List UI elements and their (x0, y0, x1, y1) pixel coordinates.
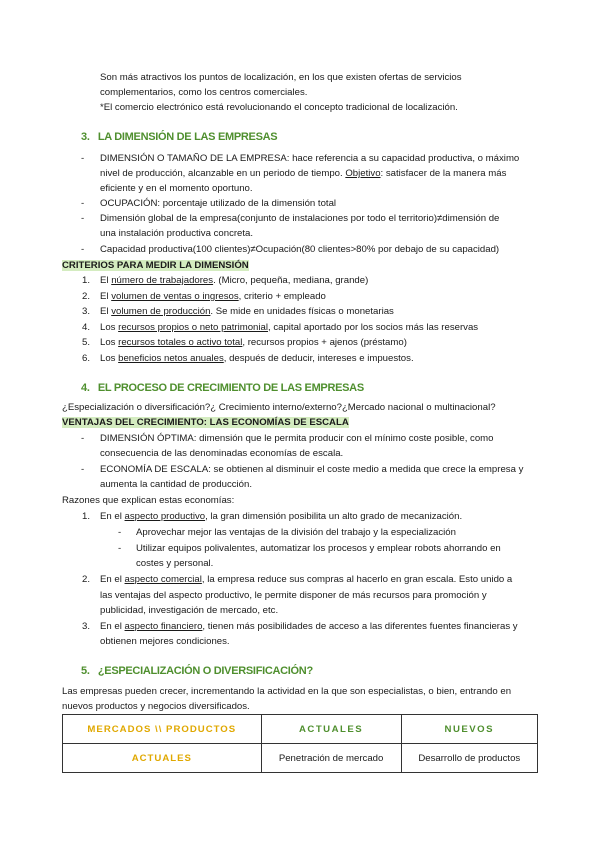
bullet-dash: - (81, 153, 85, 164)
sub-item: costes y personal. (136, 558, 214, 569)
bullet-text: OCUPACIÓN: porcentaje utilizado de la dimensión total (100, 198, 337, 209)
bullet-dash: - (81, 244, 85, 255)
bullet-text: nivel de producción, alcanzable en un periodo de tiempo. Objetivo: satisfacer de la manera más (100, 168, 507, 179)
list-number: 3. (82, 306, 91, 317)
list-number: 1. (82, 511, 91, 522)
bullet-text: eficiente y en el momento oportuno. (100, 183, 253, 194)
section-number: 3. (81, 131, 90, 143)
objective-term: Objetivo (345, 168, 381, 179)
bullet-text: ECONOMÍA DE ESCALA: se obtienen al disminuir el coste medio a medida que crece la empresa y (100, 464, 524, 475)
list-number: 1. (82, 275, 91, 286)
section-number: 5. (81, 665, 90, 677)
table-header-cell: NUEVOS (401, 715, 537, 744)
sub-item: Utilizar equipos polivalentes, automatizar los procesos y emplear robots ahorrando en (136, 543, 501, 554)
bullet-dash: - (81, 213, 85, 224)
intro-line: Son más atractivos los puntos de localización, en los que existen ofertas de servicios (100, 72, 462, 83)
bullet-text: DIMENSIÓN ÓPTIMA: dimensión que le permita producir con el mínimo coste posible, como (100, 433, 494, 444)
table-cell: Desarrollo de productos (401, 744, 537, 773)
bullet-text: consecuencia de las denominadas economías de escala. (100, 448, 344, 459)
reasons-line: Razones que explican estas economías: (62, 495, 235, 506)
criteria-item: El volumen de ventas o ingresos, criterio + empleado (100, 291, 326, 302)
reason-item: publicidad, investigación de mercado, etc. (100, 605, 279, 616)
reason-item: las ventajas del aspecto productivo, le permite disponer de más recursos para promoción y (100, 590, 487, 601)
reason-item: obtienen mejores condiciones. (100, 636, 230, 647)
bullet-dash: - (81, 198, 85, 209)
section-title: EL PROCESO DE CRECIMIENTO DE LAS EMPRESAS (97, 382, 364, 394)
section-heading (81, 382, 364, 395)
intro-line: *El comercio electrónico está revolucionando el concepto tradicional de localización. (100, 102, 458, 113)
bullet-dash: - (118, 543, 122, 554)
ansoff-table (62, 714, 538, 773)
paragraph-line: nuevos productos y negocios diversificados. (62, 701, 250, 712)
table-cell: Penetración de mercado (261, 744, 401, 773)
advantages-title: VENTAJAS DEL CRECIMIENTO: LAS ECONOMÍAS DE ESCALA (62, 417, 349, 428)
paragraph-line: Las empresas pueden crecer, incrementando la actividad en la que son especialistas, o bien, entrando en (62, 686, 512, 697)
criteria-item: El número de trabajadores. (Micro, pequeña, mediana, grande) (100, 275, 369, 286)
bullet-text: Capacidad productiva(100 clientes)≠Ocupación(80 clientes>80% por debajo de su capacidad) (100, 244, 500, 255)
table-row (63, 715, 538, 744)
list-number: 6. (82, 353, 91, 364)
list-number: 2. (82, 574, 91, 585)
criteria-title: CRITERIOS PARA MEDIR LA DIMENSIÓN (62, 260, 249, 271)
sub-item: Aprovechar mejor las ventajas de la división del trabajo y la especialización (136, 527, 456, 538)
intro-line: complementarios, como los centros comerciales. (100, 87, 308, 98)
bullet-dash: - (118, 527, 122, 538)
questions-line: ¿Especialización o diversificación?¿ Crecimiento interno/externo?¿Mercado nacional o multinacional? (62, 402, 496, 413)
bullet-text: aumenta la cantidad de producción. (100, 479, 253, 490)
section-heading (81, 665, 313, 678)
bullet-text: una instalación productiva concreta. (100, 228, 254, 239)
table-row-header: ACTUALES (63, 744, 262, 773)
bullet-text: Dimensión global de la empresa(conjunto de instalaciones por todo el territorio)≠dimensión de (100, 213, 500, 224)
table-header-cell: ACTUALES (261, 715, 401, 744)
list-number: 2. (82, 291, 91, 302)
reason-item: En el aspecto comercial, la empresa reduce sus compras al hacerlo en gran escala. Esto unido a (100, 574, 513, 585)
table-row (63, 744, 538, 773)
section-title: ¿ESPECIALIZACIÓN O DIVERSIFICACIÓN? (97, 665, 313, 677)
section-heading (81, 131, 277, 144)
bullet-dash: - (81, 433, 85, 444)
list-number: 3. (82, 621, 91, 632)
list-number: 5. (82, 337, 91, 348)
criteria-item: Los recursos totales o activo total, recursos propios + ajenos (préstamo) (100, 337, 407, 348)
bullet-text: DIMENSIÓN O TAMAÑO DE LA EMPRESA: hace referencia a su capacidad productiva, o máximo (100, 153, 520, 164)
criteria-item: Los beneficios netos anuales, después de deducir, intereses e impuestos. (100, 353, 414, 364)
criteria-item: Los recursos propios o neto patrimonial, capital aportado por los socios más las reservas (100, 322, 479, 333)
section-number: 4. (81, 382, 90, 394)
reason-item: En el aspecto productivo, la gran dimensión posibilita un alto grado de mecanización. (100, 511, 463, 522)
section-title: LA DIMENSIÓN DE LAS EMPRESAS (97, 131, 278, 143)
reason-item: En el aspecto financiero, tienen más posibilidades de acceso a las diferentes fuentes financieras y (100, 621, 518, 632)
list-number: 4. (82, 322, 91, 333)
table-header-cell: MERCADOS \\ PRODUCTOS (63, 715, 262, 744)
criteria-item: El volumen de producción. Se mide en unidades físicas o monetarias (100, 306, 394, 317)
bullet-dash: - (81, 464, 85, 475)
